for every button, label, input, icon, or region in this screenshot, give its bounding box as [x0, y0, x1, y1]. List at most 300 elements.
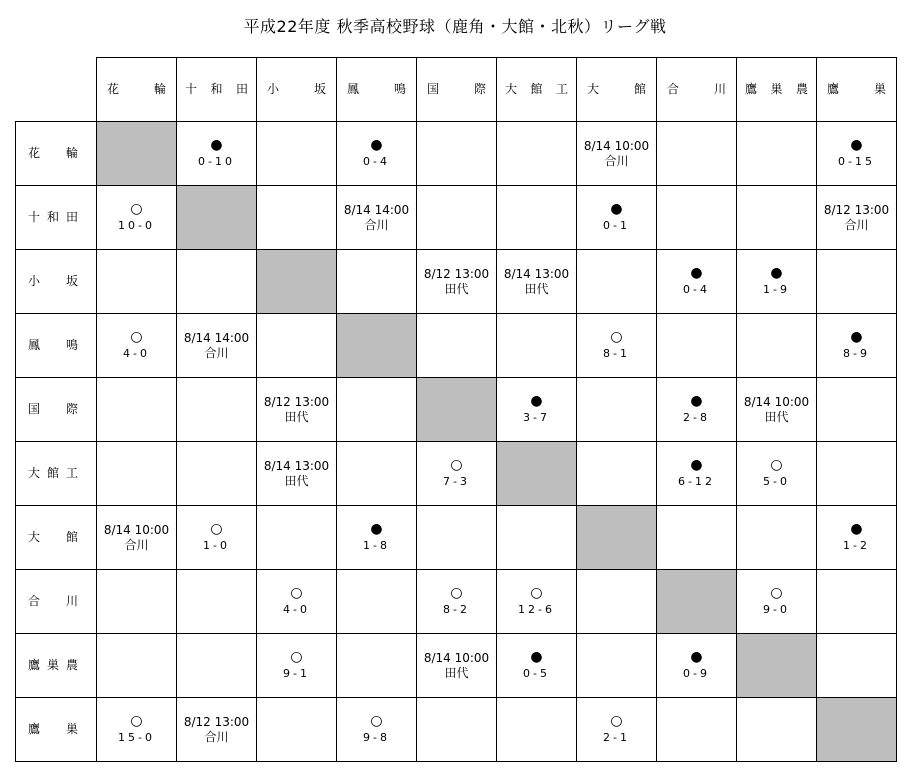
header-row	[16, 58, 897, 122]
win-mark-icon: ○	[450, 457, 463, 473]
team-label-char: 輪	[153, 82, 166, 96]
score-text: 9-0	[763, 603, 790, 616]
schedule-cell	[417, 634, 497, 698]
result-cell	[497, 570, 577, 634]
diagonal-cell	[97, 122, 177, 186]
team-label	[817, 82, 896, 97]
team-label	[28, 402, 96, 417]
team-label-char: 館	[633, 82, 646, 96]
empty-cell	[337, 570, 417, 634]
result-content	[497, 586, 576, 617]
score-text: 0-5	[523, 667, 550, 680]
empty-cell	[737, 506, 817, 570]
empty-cell	[657, 698, 737, 762]
score-text: 15-0	[118, 731, 155, 744]
diagonal-cell	[417, 378, 497, 442]
schedule-datetime: 8/14 10:00	[743, 394, 810, 409]
team-label-char: 川	[713, 82, 726, 96]
empty-cell	[257, 186, 337, 250]
empty-cell	[417, 186, 497, 250]
team-label-char: 鷹	[28, 722, 41, 736]
schedule-content	[577, 139, 656, 169]
result-cell	[97, 186, 177, 250]
team-label	[28, 530, 96, 545]
win-mark-icon: ○	[130, 329, 143, 345]
team-label	[97, 82, 176, 97]
score-text: 9-8	[363, 731, 390, 744]
diagonal-cell	[657, 570, 737, 634]
score-text: 4-0	[283, 603, 310, 616]
empty-cell	[497, 698, 577, 762]
win-mark-icon: ○	[130, 201, 143, 217]
team-label-char: 際	[473, 82, 486, 96]
team-row	[16, 506, 897, 570]
result-cell	[737, 250, 817, 314]
result-cell	[577, 698, 657, 762]
empty-cell	[177, 442, 257, 506]
team-label-char: 坂	[313, 82, 326, 96]
schedule-cell	[417, 250, 497, 314]
column-header	[817, 58, 897, 122]
result-content	[257, 586, 336, 617]
result-cell	[817, 506, 897, 570]
row-header	[16, 122, 97, 186]
result-cell	[417, 570, 497, 634]
team-label-char: 国	[427, 82, 440, 96]
team-label-char: 合	[667, 82, 680, 96]
schedule-cell	[497, 250, 577, 314]
score-text: 6-12	[678, 475, 715, 488]
win-mark-icon: ○	[770, 585, 783, 601]
empty-cell	[417, 314, 497, 378]
score-text: 2-8	[683, 411, 710, 424]
loss-mark-icon: ●	[690, 649, 703, 665]
empty-cell	[577, 378, 657, 442]
score-text: 2-1	[603, 731, 630, 744]
team-label-char: 鷹	[745, 82, 758, 96]
loss-mark-icon: ●	[530, 393, 543, 409]
schedule-venue: 田代	[284, 409, 309, 424]
team-label	[257, 82, 336, 97]
empty-cell	[177, 250, 257, 314]
schedule-datetime: 8/14 10:00	[103, 522, 170, 537]
empty-cell	[417, 698, 497, 762]
empty-cell	[737, 186, 817, 250]
schedule-datetime: 8/12 13:00	[263, 394, 330, 409]
team-label-char: 花	[28, 146, 41, 160]
corner-cell	[16, 58, 97, 122]
loss-mark-icon: ●	[370, 521, 383, 537]
empty-cell	[97, 442, 177, 506]
column-header	[337, 58, 417, 122]
result-cell	[737, 442, 817, 506]
result-content	[737, 586, 816, 617]
team-label-char: 鳴	[393, 82, 406, 96]
schedule-content	[177, 331, 256, 361]
result-cell	[97, 314, 177, 378]
team-label-char: 十	[28, 210, 41, 224]
result-cell	[657, 634, 737, 698]
schedule-venue: 合川	[604, 153, 629, 168]
team-label-char: 館	[530, 82, 543, 96]
schedule-venue: 合川	[204, 729, 229, 744]
result-cell	[177, 506, 257, 570]
schedule-venue: 田代	[524, 281, 549, 296]
empty-cell	[257, 122, 337, 186]
empty-cell	[257, 314, 337, 378]
team-label-char: 巣	[873, 82, 886, 96]
win-mark-icon: ○	[530, 585, 543, 601]
empty-cell	[737, 122, 817, 186]
team-row	[16, 698, 897, 762]
schedule-content	[417, 651, 496, 681]
diagonal-cell	[177, 186, 257, 250]
win-mark-icon: ○	[450, 585, 463, 601]
result-content	[177, 522, 256, 553]
team-label	[28, 658, 96, 673]
schedule-content	[97, 523, 176, 553]
empty-cell	[817, 442, 897, 506]
schedule-cell	[577, 122, 657, 186]
score-text: 1-9	[763, 283, 790, 296]
schedule-content	[257, 459, 336, 489]
team-label-char: 和	[46, 210, 59, 224]
schedule-datetime: 8/12 13:00	[423, 266, 490, 281]
win-mark-icon: ○	[210, 521, 223, 537]
empty-cell	[417, 506, 497, 570]
result-cell	[657, 250, 737, 314]
result-content	[817, 330, 896, 361]
row-header	[16, 186, 97, 250]
loss-mark-icon: ●	[210, 137, 223, 153]
schedule-cell	[257, 442, 337, 506]
team-row	[16, 314, 897, 378]
result-cell	[337, 122, 417, 186]
empty-cell	[337, 442, 417, 506]
result-cell	[337, 698, 417, 762]
diagonal-cell	[257, 250, 337, 314]
result-cell	[337, 506, 417, 570]
result-cell	[97, 698, 177, 762]
result-cell	[257, 570, 337, 634]
result-content	[337, 714, 416, 745]
score-text: 0-4	[363, 155, 390, 168]
team-label	[28, 338, 96, 353]
result-content	[657, 650, 736, 681]
row-header	[16, 250, 97, 314]
schedule-cell	[177, 698, 257, 762]
result-content	[657, 458, 736, 489]
schedule-datetime: 8/14 10:00	[423, 650, 490, 665]
team-label	[177, 82, 256, 97]
column-header	[97, 58, 177, 122]
score-text: 0-15	[838, 155, 875, 168]
team-label-char: 巣	[46, 658, 59, 672]
team-label	[28, 466, 96, 481]
schedule-cell	[337, 186, 417, 250]
page-title: 平成22年度 秋季高校野球（鹿角・大館・北秋）リーグ戦	[243, 17, 667, 36]
result-cell	[577, 314, 657, 378]
empty-cell	[97, 250, 177, 314]
score-text: 1-2	[843, 539, 870, 552]
result-cell	[577, 186, 657, 250]
league-table	[15, 57, 897, 762]
schedule-venue: 合川	[844, 217, 869, 232]
empty-cell	[337, 634, 417, 698]
score-text: 8-1	[603, 347, 630, 360]
empty-cell	[577, 250, 657, 314]
empty-cell	[257, 506, 337, 570]
result-cell	[417, 442, 497, 506]
team-label-char: 田	[65, 210, 78, 224]
team-label-char: 坂	[65, 274, 78, 288]
schedule-venue: 合川	[204, 345, 229, 360]
score-text: 12-6	[518, 603, 555, 616]
score-text: 1-0	[203, 539, 230, 552]
row-header	[16, 314, 97, 378]
schedule-datetime: 8/12 13:00	[183, 714, 250, 729]
team-label	[28, 274, 96, 289]
team-label-char: 和	[210, 82, 223, 96]
empty-cell	[337, 378, 417, 442]
schedule-content	[497, 267, 576, 297]
team-label-char: 田	[235, 82, 248, 96]
result-content	[657, 394, 736, 425]
team-row	[16, 570, 897, 634]
empty-cell	[177, 570, 257, 634]
team-label-char: 工	[555, 82, 568, 96]
result-cell	[177, 122, 257, 186]
loss-mark-icon: ●	[370, 137, 383, 153]
column-header	[417, 58, 497, 122]
team-label-char: 巣	[65, 722, 78, 736]
row-header	[16, 442, 97, 506]
schedule-venue: 合川	[124, 537, 149, 552]
result-cell	[497, 378, 577, 442]
win-mark-icon: ○	[290, 649, 303, 665]
loss-mark-icon: ●	[690, 393, 703, 409]
result-content	[257, 650, 336, 681]
result-content	[97, 202, 176, 233]
result-content	[817, 522, 896, 553]
result-content	[737, 266, 816, 297]
schedule-content	[257, 395, 336, 425]
column-header	[737, 58, 817, 122]
diagonal-cell	[577, 506, 657, 570]
empty-cell	[817, 634, 897, 698]
schedule-venue: 田代	[764, 409, 789, 424]
team-label-char: 合	[28, 594, 41, 608]
team-label-char: 農	[65, 658, 78, 672]
team-label-char: 際	[65, 402, 78, 416]
schedule-content	[337, 203, 416, 233]
result-content	[577, 202, 656, 233]
score-text: 3-7	[523, 411, 550, 424]
loss-mark-icon: ●	[690, 457, 703, 473]
schedule-datetime: 8/14 13:00	[263, 458, 330, 473]
team-label-char: 鳳	[28, 338, 41, 352]
team-label-char: 巣	[770, 82, 783, 96]
team-row	[16, 378, 897, 442]
schedule-cell	[97, 506, 177, 570]
loss-mark-icon: ●	[690, 265, 703, 281]
team-row	[16, 122, 897, 186]
score-text: 10-0	[118, 219, 155, 232]
loss-mark-icon: ●	[850, 521, 863, 537]
result-content	[417, 586, 496, 617]
schedule-content	[177, 715, 256, 745]
score-text: 5-0	[763, 475, 790, 488]
team-label	[337, 82, 416, 97]
result-cell	[257, 634, 337, 698]
team-row	[16, 634, 897, 698]
empty-cell	[337, 250, 417, 314]
team-label-char: 鳴	[65, 338, 78, 352]
team-label-char: 農	[795, 82, 808, 96]
schedule-datetime: 8/14 10:00	[583, 138, 650, 153]
team-row	[16, 250, 897, 314]
team-label	[577, 82, 656, 97]
column-header	[497, 58, 577, 122]
loss-mark-icon: ●	[530, 649, 543, 665]
empty-cell	[177, 634, 257, 698]
score-text: 0-10	[198, 155, 235, 168]
column-header	[657, 58, 737, 122]
team-label	[28, 722, 96, 737]
row-header	[16, 506, 97, 570]
schedule-venue: 田代	[284, 473, 309, 488]
score-text: 7-3	[443, 475, 470, 488]
team-label-char: 大	[587, 82, 600, 96]
schedule-venue: 合川	[364, 217, 389, 232]
team-label-char: 大	[28, 466, 41, 480]
result-content	[337, 138, 416, 169]
column-header	[177, 58, 257, 122]
team-label	[657, 82, 736, 97]
result-cell	[817, 122, 897, 186]
result-content	[337, 522, 416, 553]
schedule-content	[417, 267, 496, 297]
empty-cell	[577, 442, 657, 506]
loss-mark-icon: ●	[770, 265, 783, 281]
empty-cell	[97, 634, 177, 698]
empty-cell	[657, 314, 737, 378]
empty-cell	[817, 570, 897, 634]
empty-cell	[257, 698, 337, 762]
schedule-content	[737, 395, 816, 425]
win-mark-icon: ○	[610, 713, 623, 729]
score-text: 8-9	[843, 347, 870, 360]
schedule-cell	[737, 378, 817, 442]
result-content	[177, 138, 256, 169]
result-content	[417, 458, 496, 489]
team-label	[497, 82, 576, 97]
result-cell	[657, 442, 737, 506]
empty-cell	[177, 378, 257, 442]
result-content	[577, 714, 656, 745]
team-label-char: 花	[107, 82, 120, 96]
empty-cell	[497, 186, 577, 250]
empty-cell	[577, 570, 657, 634]
win-mark-icon: ○	[130, 713, 143, 729]
row-header	[16, 698, 97, 762]
empty-cell	[657, 506, 737, 570]
team-label-char: 工	[65, 466, 78, 480]
empty-cell	[577, 634, 657, 698]
result-content	[577, 330, 656, 361]
result-content	[737, 458, 816, 489]
schedule-venue: 田代	[444, 665, 469, 680]
result-content	[97, 714, 176, 745]
team-label	[737, 82, 816, 97]
schedule-cell	[817, 186, 897, 250]
win-mark-icon: ○	[770, 457, 783, 473]
team-label	[28, 146, 96, 161]
team-row	[16, 186, 897, 250]
result-cell	[817, 314, 897, 378]
schedule-content	[817, 203, 896, 233]
score-text: 0-1	[603, 219, 630, 232]
result-cell	[657, 378, 737, 442]
loss-mark-icon: ●	[850, 137, 863, 153]
team-label-char: 小	[267, 82, 280, 96]
team-label-char: 館	[46, 466, 59, 480]
loss-mark-icon: ●	[610, 201, 623, 217]
team-label-char: 鳳	[347, 82, 360, 96]
row-header	[16, 378, 97, 442]
empty-cell	[497, 506, 577, 570]
team-label	[417, 82, 496, 97]
schedule-venue: 田代	[444, 281, 469, 296]
row-header	[16, 570, 97, 634]
result-content	[97, 330, 176, 361]
schedule-cell	[177, 314, 257, 378]
diagonal-cell	[497, 442, 577, 506]
result-content	[817, 138, 896, 169]
team-label	[28, 594, 96, 609]
team-label-char: 大	[28, 530, 41, 544]
team-label-char: 鷹	[28, 658, 41, 672]
win-mark-icon: ○	[610, 329, 623, 345]
column-header	[577, 58, 657, 122]
win-mark-icon: ○	[370, 713, 383, 729]
row-header	[16, 634, 97, 698]
result-content	[497, 650, 576, 681]
empty-cell	[817, 250, 897, 314]
diagonal-cell	[817, 698, 897, 762]
team-label-char: 館	[65, 530, 78, 544]
team-label-char: 小	[28, 274, 41, 288]
empty-cell	[657, 122, 737, 186]
team-label-char: 川	[65, 594, 78, 608]
team-label-char: 十	[185, 82, 198, 96]
team-row	[16, 442, 897, 506]
diagonal-cell	[737, 634, 817, 698]
empty-cell	[737, 314, 817, 378]
schedule-datetime: 8/12 13:00	[823, 202, 890, 217]
win-mark-icon: ○	[290, 585, 303, 601]
result-cell	[737, 570, 817, 634]
result-cell	[497, 634, 577, 698]
score-text: 9-1	[283, 667, 310, 680]
diagonal-cell	[337, 314, 417, 378]
score-text: 8-2	[443, 603, 470, 616]
result-content	[497, 394, 576, 425]
score-text: 0-4	[683, 283, 710, 296]
empty-cell	[817, 378, 897, 442]
team-label-char: 国	[28, 402, 41, 416]
schedule-datetime: 8/14 14:00	[343, 202, 410, 217]
